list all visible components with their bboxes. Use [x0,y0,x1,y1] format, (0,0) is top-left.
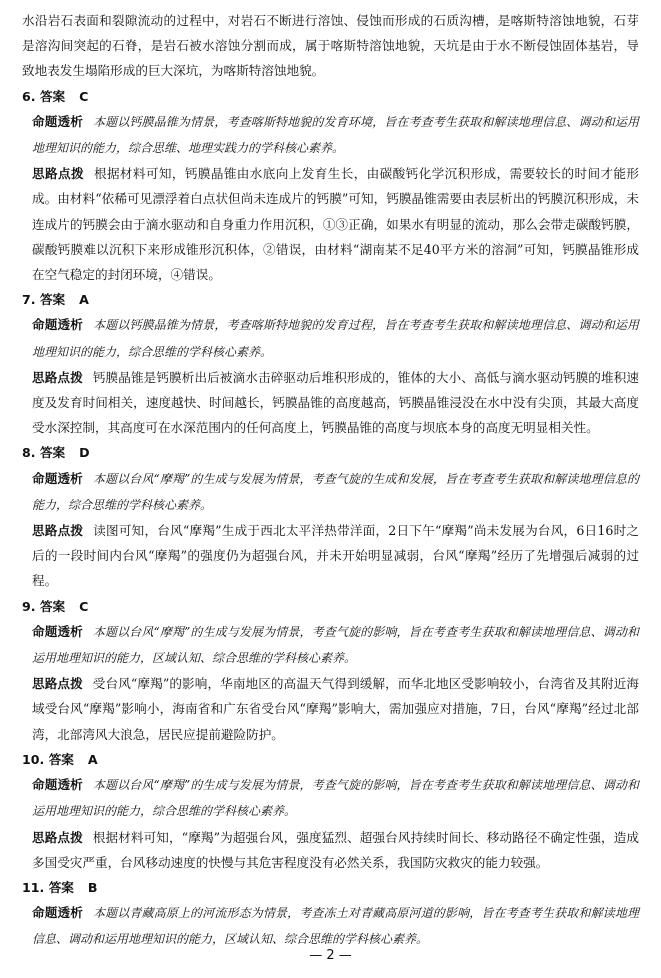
question-heading [22,747,639,772]
intro-paragraph: 水沿岩石表面和裂隙流动的过程中，对岩石不断进行溶蚀、侵蚀而形成的石质沟槽，是喀斯特溶蚀地貌，石芽是溶沟间突起的石脊，是岩石被水溶蚀分割而成，属于喀斯特溶蚀地貌，天坑是由于水不断侵蚀固体基岩，导致地表发生塌陷形成的巨大深坑，为喀斯特溶蚀地貌。 [22,13,639,79]
question-number: 8. [22,445,36,461]
hint-label: 思路点拨 [32,676,83,692]
analysis-label: 命题透析 [32,777,83,793]
answer-label: 答案 [39,445,66,461]
analysis-label: 命题透析 [32,470,83,486]
question-10 [22,747,639,875]
question-7 [22,287,639,440]
hint-text: 根据材料可知，“摩羯”为超强台风，强度猛烈、超强台风持续时间长、移动路径不确定性强，造成多国受灾严重，台风移动速度的快慢与其危害程度没有必然关系，我国防灾救灾的能力较强。 [32,829,639,870]
answer-value: B [87,879,98,895]
analysis-label: 命题透析 [32,317,83,333]
analysis-label: 命题透析 [32,905,83,921]
answer-label: 答案 [48,879,74,895]
question-number: 7. [22,292,36,308]
question-8 [22,440,639,593]
question-number: 10. [22,751,45,767]
question-number: 6. [22,88,36,104]
analysis-text: 本题以台风“摩羯”的生成与发展为情景，考查气旋的生成和发展，旨在考查考生获取和解读地理信息的能力，综合思维的学科核心素养。 [32,471,640,512]
question-11 [22,875,639,953]
answer-label: 答案 [39,292,66,308]
hint-text: 受台风“摩羯”的影响，华南地区的高温天气得到缓解，而华北地区受影响较小，台湾省及其附近海域受台风“摩羯”影响小，海南省和广东省受台风“摩羯”影响大，需加强应对措施，7日，台风“摩羯”经过北部湾，北部湾风大浪急，居民应提前避险防护。 [32,676,639,742]
question-heading [22,594,639,619]
question-heading [22,875,639,900]
answer-label: 答案 [39,88,66,104]
question-number: 9. [22,598,36,614]
hint-label: 思路点拨 [32,523,84,539]
question-6 [22,84,639,288]
analysis-text: 本题以青藏高原上的河流形态为情景，考查冻土对青藏高原河道的影响，旨在考查考生获取和解读地理信息、调动和运用地理知识的能力，区域认知、综合思维的学科核心素养。 [32,906,640,947]
analysis-text: 本题以台风“摩羯”的生成与发展为情景，考查气旋的影响，旨在考查考生获取和解读地理信息、调动和运用地理知识的能力，区域认知、综合思维的学科核心素养。 [32,624,640,666]
hint-text: 钙膜晶锥是钙膜析出后被滴水击碎驱动后堆积形成的，锥体的大小、高低与滴水驱动钙膜的堆积速度及发育时间相关，速度越快、时间越长，钙膜晶锥的高度越高，钙膜晶锥浸没在水中没有尖顶，其最大高度受水深控制，其高度可在水深范围内的任何高度上，钙膜晶锥的高度与坝底本身的高度无明显相关性。 [32,369,640,436]
answer-label: 答案 [48,751,74,767]
analysis-label: 命题透析 [32,113,83,129]
hint-text: 根据材料可知，钙膜晶锥由水底向上发育生长，由碳酸钙化学沉积形成，需要较长的时间才能形成。由材料“依稀可见漂浮着白点状但尚未连成片的钙膜”可知，钙膜晶锥需要由表层析出的钙膜沉积形成，未连成片的钙膜会由于滴水驱动和自身重力作用沉积，①③正确，如果水有明显的流动，那么会带走碳酸钙膜，碳酸钙膜难以沉积下来形成锥形沉积体，②错误，由材料“湖南某不足40平方米的溶洞”可知，钙膜晶锥形成在空气稳定的封闭环境，④错误。 [32,166,640,283]
analysis-paragraph [22,466,639,518]
answer-value: A [79,292,89,308]
answer-value: C [79,598,89,614]
page-number: — 2 — [309,947,352,963]
hint-paragraph [22,825,639,875]
hint-label: 思路点拨 [32,369,83,385]
hint-paragraph [22,671,639,747]
question-9 [22,594,639,747]
analysis-paragraph [22,619,639,671]
hint-paragraph [22,365,639,441]
hint-paragraph [22,518,639,594]
hint-text: 读图可知，台风“摩羯”生成于西北太平洋热带洋面，2日下午“摩羯”尚未发展为台风，6日16时之后的一段时间内台风“摩羯”的强度仍为超强台风，并未开始明显减弱，台风“摩羯”经历了先增强后减弱的过程。 [32,523,639,589]
analysis-text: 本题以台风“摩羯”的生成与发展为情景，考查气旋的影响，旨在考查考生获取和解读地理信息、调动和运用地理知识的能力，综合思维的学科核心素养。 [32,778,640,819]
question-heading [22,287,639,312]
analysis-label: 命题透析 [32,623,83,639]
question-heading [22,440,639,465]
hint-paragraph [22,161,639,287]
hint-label: 思路点拨 [32,829,83,845]
answer-value: A [87,751,98,767]
analysis-paragraph [22,772,639,824]
answer-value: D [79,445,90,461]
analysis-paragraph [22,312,639,364]
question-heading [22,84,639,109]
analysis-paragraph [22,109,639,161]
answer-value: C [79,88,89,104]
analysis-text: 本题以钙膜晶锥为情景，考查喀斯特地貌的发育过程，旨在考查考生获取和解读地理信息、调动和运用地理知识的能力，综合思维的学科核心素养。 [32,318,640,359]
analysis-text: 本题以钙膜晶锥为情景，考查喀斯特地貌的发育环境，旨在考查考生获取和解读地理信息、调动和运用地理知识的能力，综合思维、地理实践力的学科核心素养。 [32,114,640,156]
hint-label: 思路点拨 [32,166,84,182]
question-number: 11. [22,879,45,895]
answer-label: 答案 [39,598,66,614]
